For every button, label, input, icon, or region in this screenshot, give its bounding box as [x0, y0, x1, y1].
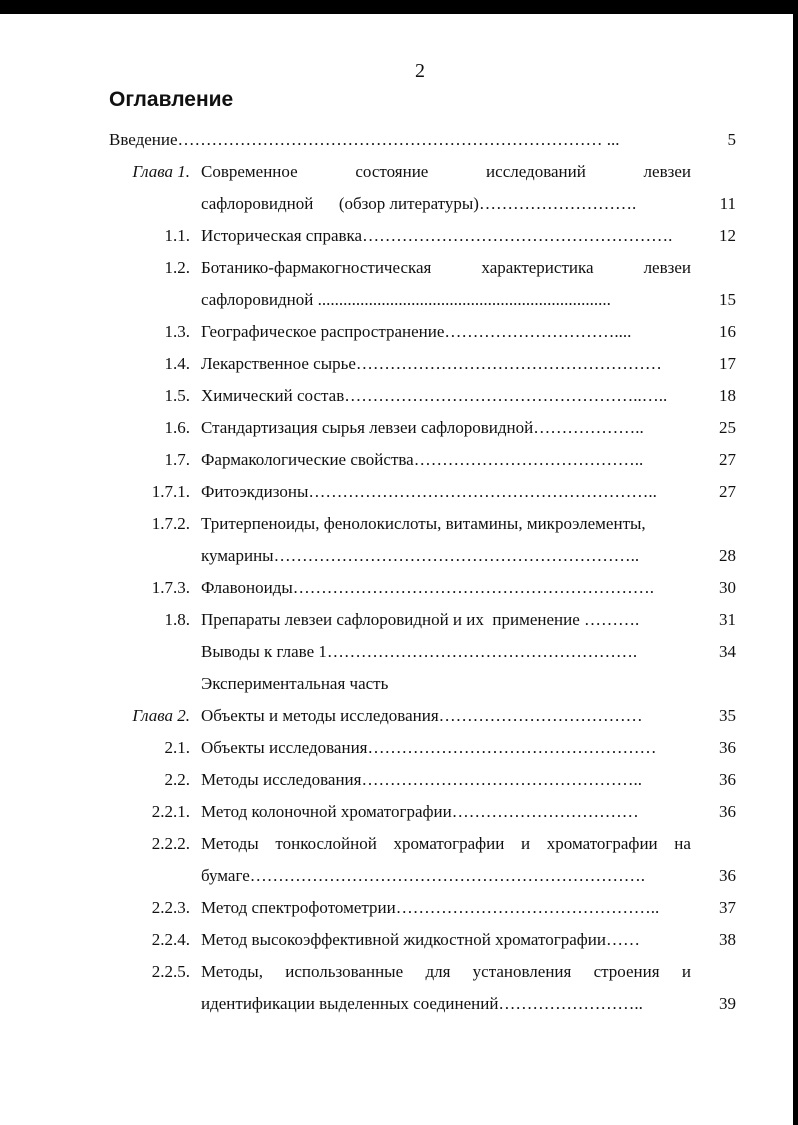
toc-entry-number: 1.7.3.: [151, 578, 190, 597]
toc-section-title: Экспериментальная часть: [201, 674, 389, 693]
toc-entry-page: 37: [719, 898, 736, 917]
toc-entry-page: 5: [727, 130, 736, 149]
toc-entry-chapter-2[interactable]: [0, 701, 798, 731]
toc-entry-1-7[interactable]: [0, 445, 798, 475]
toc-entry-1-4[interactable]: [0, 349, 798, 379]
toc-entry-title-cont: идентификации выделенных соединений……………………..: [201, 994, 643, 1013]
toc-entry-title-cont: сафлоровидной .....................................................................: [201, 290, 611, 309]
toc-entry-number: 1.7.1.: [151, 482, 190, 501]
toc-entry-title: Методы тонкослойной хроматографии и хроматографии на: [201, 834, 691, 853]
toc-entry-title: Метод спектрофотометрии………………………………………..: [201, 898, 660, 917]
toc-entry-1-3[interactable]: [0, 317, 798, 347]
toc-entry-2-2[interactable]: [0, 765, 798, 795]
toc-entry-chapter-1-cont[interactable]: [0, 189, 798, 219]
toc-entry-title: Географическое распространение…………………………....: [201, 322, 632, 341]
toc-entry-title: Стандартизация сырья левзеи сафлоровидной………………..: [201, 418, 644, 437]
toc-entry-page: 36: [719, 770, 736, 789]
toc-entry-title: Ботанико-фармакогностическая характеристика левзеи: [201, 258, 691, 277]
toc-entry-title-cont: бумаге…………………………………………………………….: [201, 866, 646, 885]
toc-entry-number: Глава 1.: [132, 162, 190, 181]
toc-entry-page: 28: [719, 546, 736, 565]
toc-entry-page: 38: [719, 930, 736, 949]
toc-entry-title: Препараты левзеи сафлоровидной и их применение ……….: [201, 610, 640, 629]
toc-entry-number: 2.2.1.: [151, 802, 190, 821]
toc-entry-page: 16: [719, 322, 736, 341]
toc-entry-page: 25: [719, 418, 736, 437]
toc-entry-number: 1.8.: [164, 610, 190, 629]
toc-entry-page: 15: [719, 290, 736, 309]
toc-entry-2-2-5[interactable]: [0, 957, 798, 987]
toc-entry-title-cont: сафлоровидной (обзор литературы)……………………….: [201, 194, 637, 213]
toc-entry-title: Флавоноиды……………………………………………………….: [201, 578, 655, 597]
toc-entry-page: 30: [719, 578, 736, 597]
toc-entry-title: Фитоэкдизоны……………………………………………………..: [201, 482, 657, 501]
toc-entry-title: Методы, использованные для установления строения и: [201, 962, 691, 981]
toc-entry-2-2-2[interactable]: [0, 829, 798, 859]
toc-entry-page: 12: [719, 226, 736, 245]
toc-entry-1-2-cont[interactable]: [0, 285, 798, 315]
toc-entry-title: Фармакологические свойства…………………………………..: [201, 450, 644, 469]
toc-entry-1-7-2[interactable]: [0, 509, 798, 539]
toc-entry-intro[interactable]: [0, 125, 798, 155]
toc-entry-page: 17: [719, 354, 736, 373]
toc-entry-page: 31: [719, 610, 736, 629]
toc-section-experimental[interactable]: [0, 669, 798, 699]
toc-entry-page: 27: [719, 482, 736, 501]
toc-entry-title: Историческая справка……………………………………………….: [201, 226, 673, 245]
toc-entry-2-2-1[interactable]: [0, 797, 798, 827]
toc-entry-title: Метод колоночной хроматографии……………………………: [201, 802, 639, 821]
toc-entry-2-1[interactable]: [0, 733, 798, 763]
toc-entry-number: 2.2.: [164, 770, 190, 789]
toc-entry-page: 27: [719, 450, 736, 469]
toc-entry-page: 34: [719, 642, 736, 661]
toc-entry-conclusions-1[interactable]: [0, 637, 798, 667]
toc-entry-title: Лекарственное сырье………………………………………………: [201, 354, 662, 373]
toc-heading: Оглавление: [109, 88, 234, 111]
toc-entry-number: Глава 2.: [132, 706, 190, 725]
toc-entry-page: 11: [719, 194, 736, 213]
page-number: 2: [415, 60, 425, 82]
toc-entry-number: 1.1.: [164, 226, 190, 245]
toc-entry-1-1[interactable]: [0, 221, 798, 251]
toc-entry-number: 2.2.2.: [151, 834, 190, 853]
top-border: [0, 0, 798, 14]
toc-entry-number: 2.2.5.: [151, 962, 190, 981]
toc-entry-title: Метод высокоэффективной жидкостной хроматографии……: [201, 930, 640, 949]
toc-entry-page: 36: [719, 866, 736, 885]
toc-entry-number: 1.2.: [164, 258, 190, 277]
toc-entry-2-2-5-cont[interactable]: [0, 989, 798, 1019]
toc-entry-title: Методы исследования…………………………………………..: [201, 770, 642, 789]
toc-entry-title: Объекты и методы исследования………………………………: [201, 706, 643, 725]
toc-entry-2-2-2-cont[interactable]: [0, 861, 798, 891]
toc-entry-2-2-3[interactable]: [0, 893, 798, 923]
toc-entry-number: 1.3.: [164, 322, 190, 341]
toc-entry-title: Химический состав……………………………………………..…..: [201, 386, 668, 405]
toc-entry-1-7-3[interactable]: [0, 573, 798, 603]
toc-entry-page: 35: [719, 706, 736, 725]
toc-entry-title: Объекты исследования……………………………………………: [201, 738, 657, 757]
toc-entry-number: 1.4.: [164, 354, 190, 373]
toc-entry-1-7-1[interactable]: [0, 477, 798, 507]
toc-entry-page: 18: [719, 386, 736, 405]
toc-entry-title: Введение………………………………………………………………… ...: [109, 130, 620, 149]
toc-entry-number: 2.2.4.: [151, 930, 190, 949]
toc-entry-title-cont: кумарины………………………………………………………..: [201, 546, 640, 565]
toc-entry-title: Современное состояние исследований левзеи: [201, 162, 691, 181]
toc-entry-1-5[interactable]: [0, 381, 798, 411]
toc-entry-page: 36: [719, 738, 736, 757]
toc-entry-1-2[interactable]: [0, 253, 798, 283]
toc-entry-number: 2.2.3.: [151, 898, 190, 917]
toc-entry-title: Выводы к главе 1……………………………………………….: [201, 642, 638, 661]
toc-entry-1-6[interactable]: [0, 413, 798, 443]
toc-entry-page: 39: [719, 994, 736, 1013]
toc-entry-number: 2.1.: [164, 738, 190, 757]
toc-entry-1-8[interactable]: [0, 605, 798, 635]
toc-entry-1-7-2-cont[interactable]: [0, 541, 798, 571]
toc-entry-chapter-1[interactable]: [0, 157, 798, 187]
toc-entry-page: 36: [719, 802, 736, 821]
toc-entry-number: 1.6.: [164, 418, 190, 437]
toc-entry-number: 1.5.: [164, 386, 190, 405]
toc-entry-2-2-4[interactable]: [0, 925, 798, 955]
toc-entry-number: 1.7.2.: [151, 514, 190, 533]
toc-entry-number: 1.7.: [164, 450, 190, 469]
toc-entry-title: Тритерпеноиды, фенолокислоты, витамины, микроэлементы,: [201, 514, 646, 533]
